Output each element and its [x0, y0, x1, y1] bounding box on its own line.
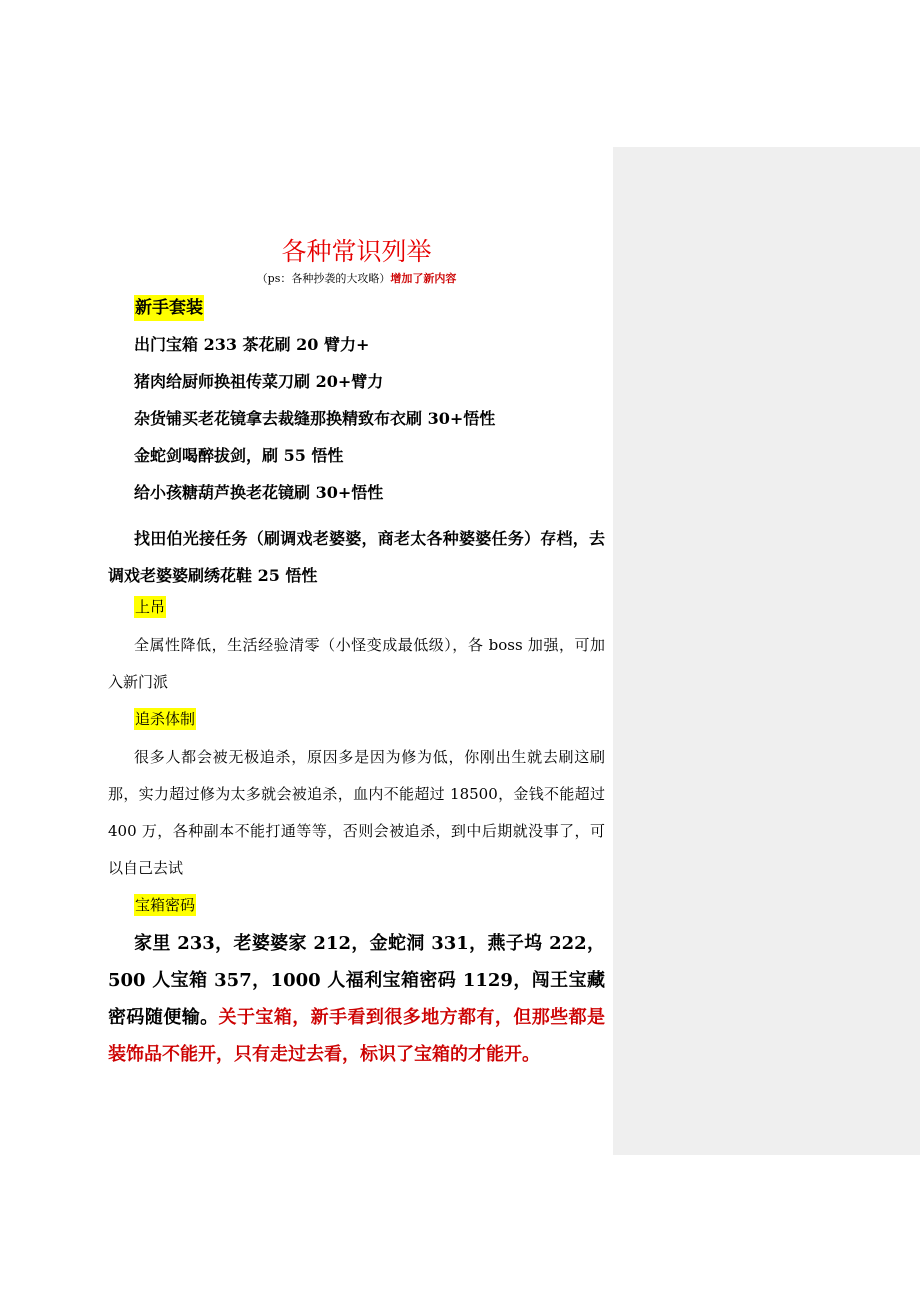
starter-line-4: 金蛇剑喝醉拔剑，刷 55 悟性	[134, 446, 344, 465]
section-heading-chest: 宝箱密码	[135, 896, 196, 914]
page-title: 各种常识列举	[281, 237, 432, 266]
starter-line-3: 杂货铺买老花镜拿去裁缝那换精致布衣刷 30+悟性	[134, 409, 496, 428]
chest-warning-text: 关于宝箱，新手看到很多地方都有，但那些都是装饰品不能开，只有走过去看，标识了宝箱的才能开。	[108, 1007, 606, 1065]
section-heading-starter: 新手套装	[134, 295, 204, 321]
starter-quest-paragraph: 找田伯光接任务（刷调戏老婆婆，商老太各种婆婆任务）存档，去调戏老婆婆刷绣花鞋 25 悟性	[108, 529, 605, 585]
comment-margin-pane	[613, 147, 920, 1155]
section-heading-hang: 上吊	[135, 598, 166, 616]
starter-line-1: 出门宝箱 233 茶花刷 20 臂力+	[134, 335, 370, 354]
chest-paragraph	[108, 925, 605, 1073]
chest-codes-text: 家里 233，老婆婆家 212，金蛇洞 331，燕子坞 222，500 人宝箱 357，1000 人福利宝箱密码 1129，闯王宝藏密码随便输。	[108, 933, 605, 1028]
section-heading-hunt: 追杀体制	[135, 710, 196, 728]
hunt-paragraph: 很多人都会被无极追杀，原因多是因为修为低，你刚出生就去刷这刷那，实力超过修为太多就会被追杀，血内不能超过 18500，金钱不能超过 400 万，各种副本不能打通等等，否则会被追杀，到中后期就没事了，可以自己去试	[108, 748, 605, 877]
hang-paragraph: 全属性降低，生活经验清零（小怪变成最低级），各 boss 加强，可加入新门派	[108, 636, 605, 691]
subtitle-update-note: 增加了新内容	[390, 272, 457, 285]
starter-line-5: 给小孩糖葫芦换老花镜刷 30+悟性	[134, 483, 384, 502]
subtitle-note: （ps：各种抄袭的大攻略）	[256, 272, 391, 285]
page-subtitle	[108, 271, 605, 287]
starter-line-2: 猪肉给厨师换祖传菜刀刷 20+臂力	[134, 372, 384, 391]
